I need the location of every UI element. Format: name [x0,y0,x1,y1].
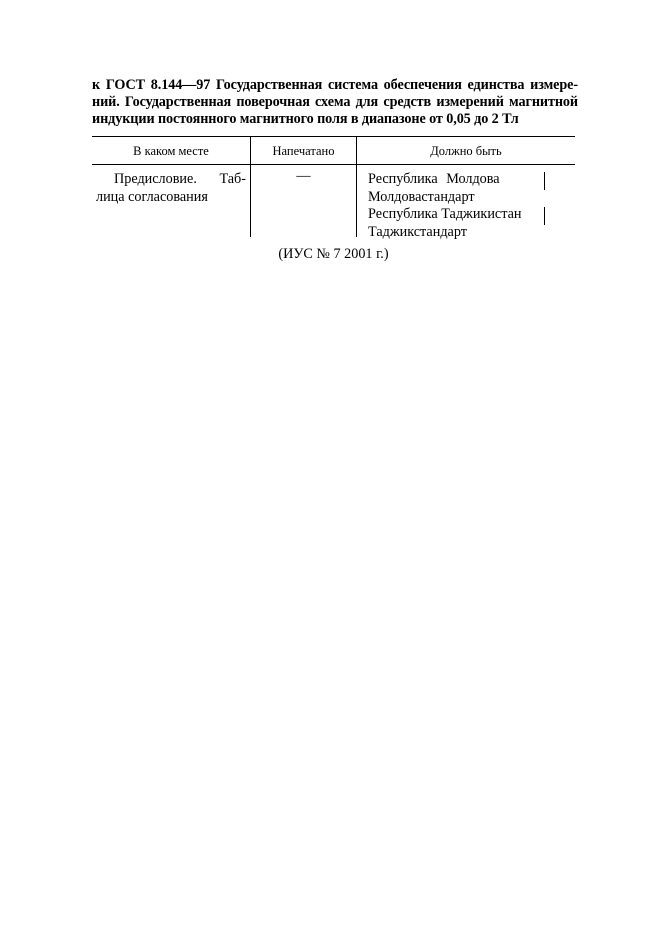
should-be-line: Республика Молдова [368,171,500,187]
cell-where-line-2: лица согласования [96,188,208,205]
should-be-line: Молдовастандарт [368,188,475,205]
table-header-rule [92,164,575,165]
change-mark-bar [544,207,545,225]
cell-should-be [368,171,568,241]
amendment-heading [92,77,578,129]
heading-line-3: индукции постоянного магнитного поля в диапазоне от 0,05 до 2 Тл [92,111,519,128]
should-be-line: Таджикстандарт [368,223,467,240]
column-header-printed: Напечатано [272,144,335,158]
column-header-should-be: Должно быть [430,144,502,158]
cell-where [96,171,246,206]
column-header-where: В каком месте [133,144,209,158]
source-note: (ИУС № 7 2001 г.) [278,246,389,262]
heading-line-2: ний. Государственная поверочная схема для средств измерений магнитной [92,94,578,111]
heading-line-1: к ГОСТ 8.144—97 Государственная система обеспечения единства измере- [92,77,578,93]
should-be-line: Республика Таджикистан [368,206,522,222]
cell-printed: — [296,168,311,184]
change-mark-bar [544,172,545,190]
table-top-rule [92,136,575,137]
cell-where-line-1: Предисловие. Таб- [114,171,246,187]
